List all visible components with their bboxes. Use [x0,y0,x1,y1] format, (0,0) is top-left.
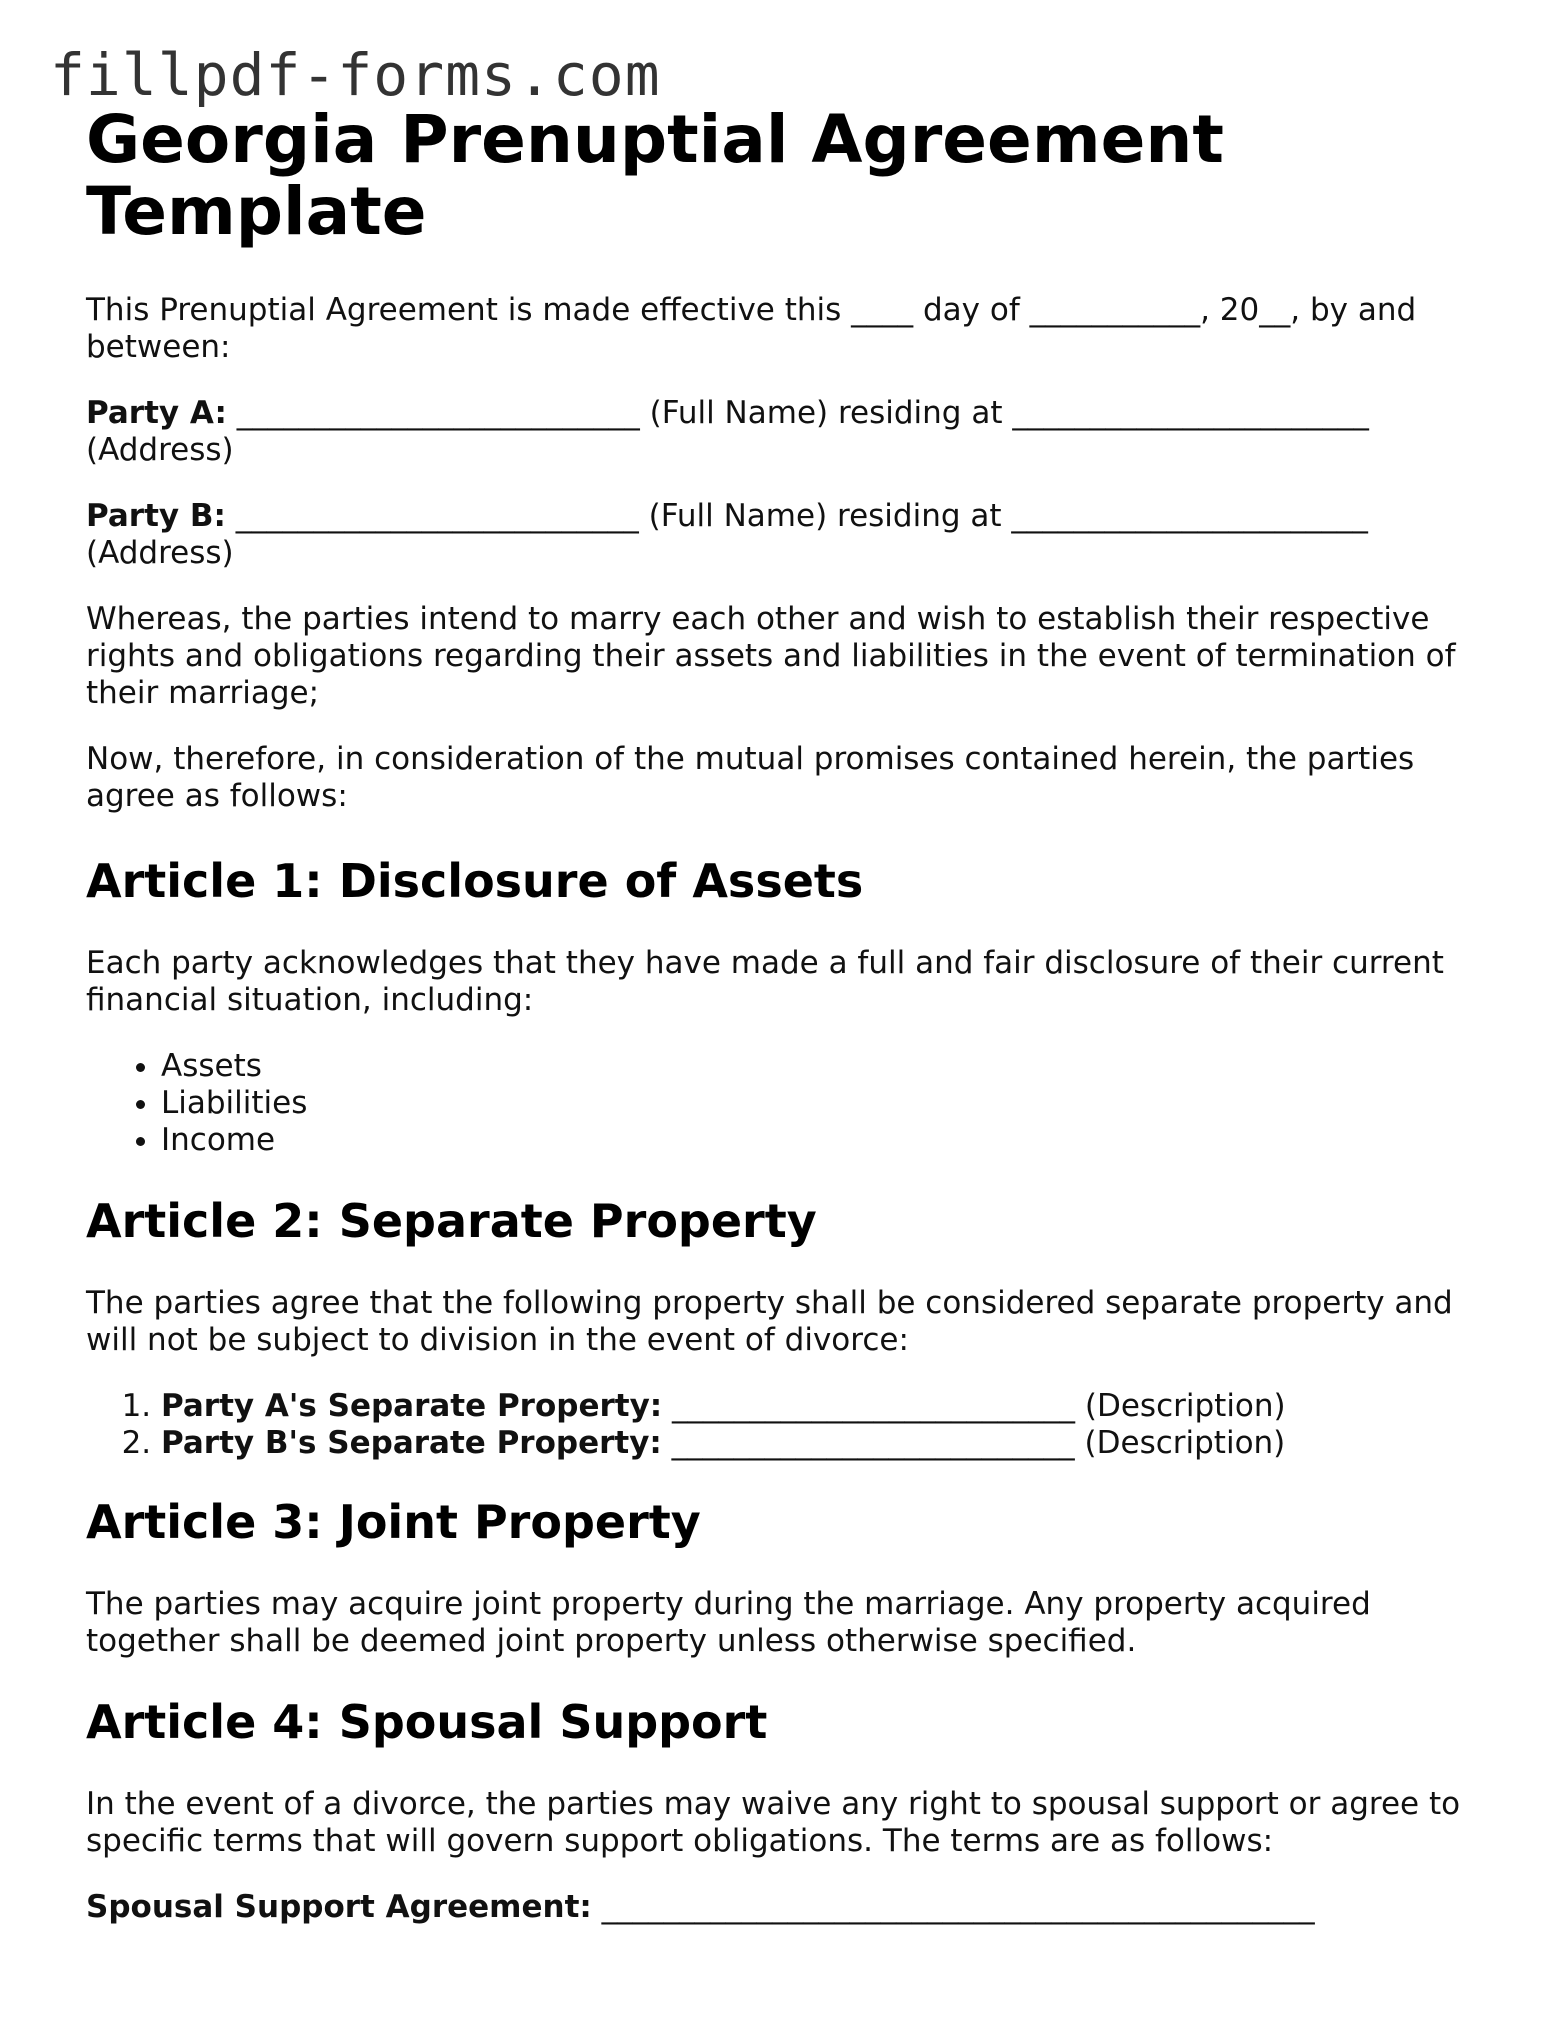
article-1-heading: Article 1: Disclosure of Assets [86,854,864,908]
spousal-support-line [86,1889,1466,1926]
party-b-line [86,498,1466,572]
article-3-text: The parties may acquire joint property during the marriage. Any property acquired together shall be deemed joint property unless otherwise specified. [86,1586,1371,1659]
list-item: • Assets [161,1048,1466,1085]
intro-paragraph: This Prenuptial Agreement is made effective this ____ day of ___________, 20__, by and between: [86,292,1417,365]
party-a-line [86,395,1466,469]
separate-property-list [86,1388,1466,1462]
article-2-heading: Article 2: Separate Property [86,1194,817,1248]
separate-property-a-label: Party A's Separate Property: [161,1388,663,1424]
list-item: • Liabilities [161,1085,1466,1122]
party-b-label: Party B: [86,498,226,534]
separate-property-a-fill-text: __________________________ (Description) [662,1388,1286,1424]
spousal-support-label: Spousal Support Agreement: [86,1889,592,1925]
watermark-text: fillpdf-forms.com [50,41,661,109]
spousal-support-fill-text: ______________________________________________ [591,1889,1315,1925]
party-b-fill-text: __________________________ (Full Name) residing at _______________________ (Address) [86,498,1368,571]
list-item [161,1388,1466,1425]
list-item: • Income [161,1122,1466,1159]
document-body [86,101,1466,1926]
party-a-label: Party A: [86,395,227,431]
whereas-paragraph: Whereas, the parties intend to marry each other and wish to establish their respective rights and obligations regarding their assets and liabilities in the event of termination of their marriage; [86,601,1456,711]
article-1-text: Each party acknowledges that they have made a full and fair disclosure of their current financial situation, including: [86,945,1444,1018]
disclosure-list [86,1048,1466,1159]
article-2-text: The parties agree that the following property shall be considered separate property and will not be subject to division in the event of divorce: [86,1285,1453,1358]
party-a-fill-text: __________________________ (Full Name) residing at _______________________ (Address) [86,395,1369,468]
page-title: Georgia Prenuptial Agreement Template [86,101,1224,250]
separate-property-b-fill-text: __________________________ (Description) [661,1425,1286,1461]
article-4-heading: Article 4: Spousal Support [86,1695,768,1749]
list-item [161,1425,1466,1462]
separate-property-b-label: Party B's Separate Property: [161,1425,662,1461]
article-4-text: In the event of a divorce, the parties may waive any right to spousal support or agree to specific terms that will govern support obligations. The terms are as follows: [86,1786,1461,1859]
now-therefore-paragraph: Now, therefore, in consideration of the mutual promises contained herein, the parties agree as follows: [86,741,1415,814]
article-3-heading: Article 3: Joint Property [86,1495,701,1549]
